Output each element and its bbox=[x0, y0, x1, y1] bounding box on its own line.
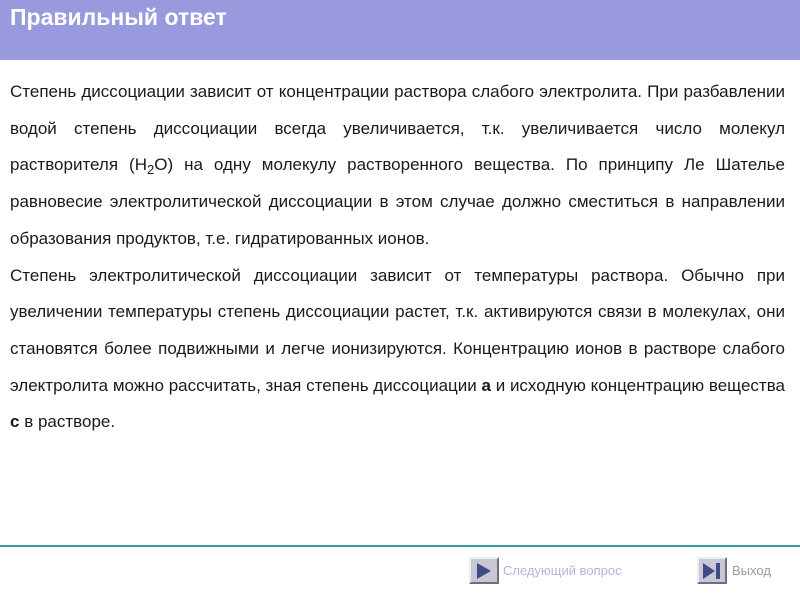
next-question-button[interactable] bbox=[469, 557, 499, 584]
header-bar bbox=[0, 0, 800, 60]
next-question-link[interactable]: Следующий вопрос bbox=[503, 563, 622, 578]
end-arrow-icon bbox=[702, 562, 722, 580]
paragraph-1-text-end: O) на одну молекулу растворенного вещества. По принципу Ле Шателье равновесие электролитической диссоциации в этом случае должно сместиться в направлении образования продуктов, т.е. гидратированных ионов. bbox=[10, 155, 785, 248]
variable-c: c bbox=[10, 412, 20, 432]
footer-divider bbox=[0, 545, 800, 547]
exit-link[interactable]: Выход bbox=[732, 563, 771, 578]
answer-paragraph-1 bbox=[10, 74, 785, 258]
paragraph-2-text-end: в растворе. bbox=[24, 412, 116, 432]
paragraph-1-text-start: Степень диссоциации зависит от концентрации раствора слабого электролита. При разбавлении водой степень диссоциации всегда увеличивается, т.к. увеличивается число молекул растворителя (H bbox=[10, 82, 785, 175]
paragraph-2-text-middle: и исходную концентрацию вещества bbox=[495, 375, 785, 395]
exit-button[interactable] bbox=[697, 557, 727, 584]
play-arrow-icon bbox=[474, 562, 494, 580]
paragraph-2-text-start: Степень электролитической диссоциации зависит от температуры раствора. Обычно при увеличении температуры степень диссоциации растет, т.к. активируются связи в молекулах, они становятся более подвижными и легче ионизируются. Концентрацию ионов в растворе слабого электролита можно рассчитать, зная степень диссоциации bbox=[10, 265, 785, 395]
page-title: Правильный ответ bbox=[10, 4, 227, 30]
answer-paragraph-2 bbox=[10, 258, 785, 442]
subscript-2: 2 bbox=[146, 162, 155, 178]
answer-content bbox=[10, 74, 785, 441]
variable-a: a bbox=[481, 375, 491, 395]
